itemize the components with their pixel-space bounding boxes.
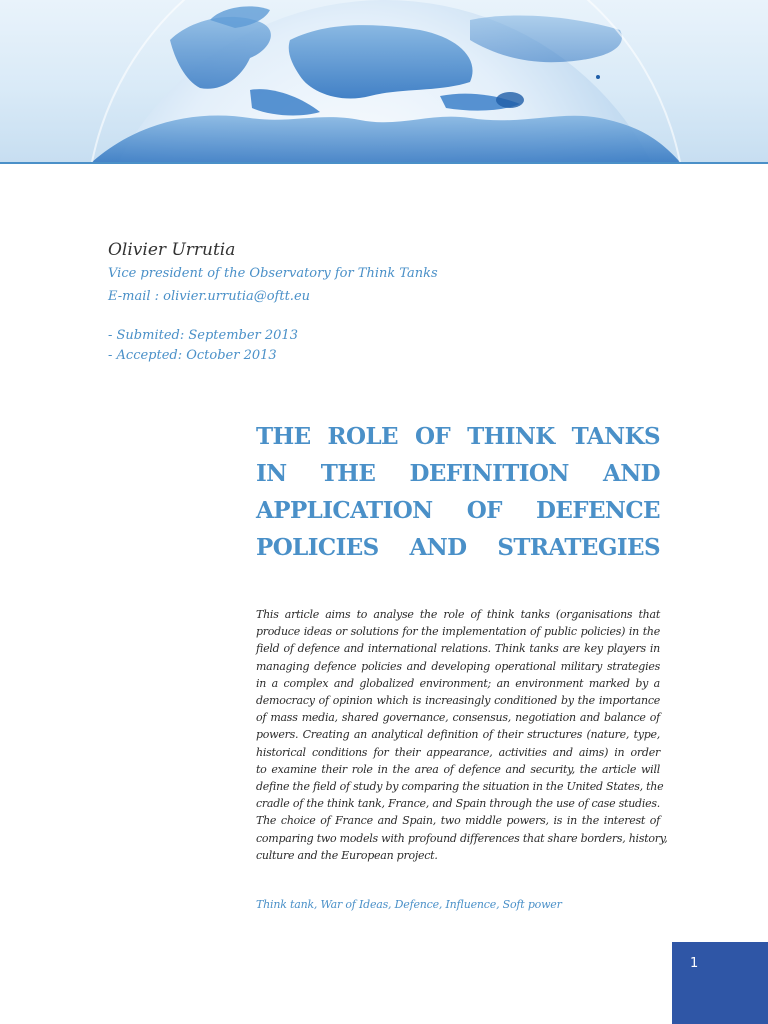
abstract-line: historical conditions for their appearance, activities and aims) in order (256, 745, 660, 759)
abstract-line: produce ideas or solutions for the implementation of public policies) in the (256, 625, 660, 639)
title-line: IN THE DEFINITION AND (256, 460, 660, 487)
abstract (256, 606, 668, 864)
abstract-line: The choice of France and Spain, two middle powers, is in the interest of (256, 814, 660, 828)
accepted-date: - Accepted: October 2013 (108, 348, 277, 363)
article-title (256, 418, 660, 566)
abstract-line: This article aims to analyse the role of think tanks (organisations that (256, 608, 660, 621)
abstract-line: managing defence policies and developing operational military strategies (256, 659, 660, 673)
abstract-line: comparing two models with profound differences that share borders, history, (256, 831, 668, 845)
author-position: Vice president of the Observatory for Think Tanks (108, 266, 438, 281)
author-email[interactable]: E-mail : olivier.urrutia@oftt.eu (108, 289, 311, 304)
abstract-line: culture and the European project. (256, 848, 438, 862)
submitted-date: - Submited: September 2013 (108, 328, 298, 343)
author-name: Olivier Urrutia (108, 240, 236, 260)
title-line: APPLICATION OF DEFENCE (256, 497, 660, 524)
globe-icon (0, 0, 768, 162)
abstract-line: of mass media, shared governance, consensus, negotiation and balance of (256, 711, 660, 725)
title-line: POLICIES AND STRATEGIES (256, 534, 660, 561)
abstract-line: in a complex and globalized environment; an environment marked by a (256, 676, 660, 690)
abstract-line: to examine their role in the area of defence and security, the article will (256, 762, 660, 776)
title-line: THE ROLE OF THINK TANKS (256, 423, 660, 450)
abstract-line: powers. Creating an analytical definition of their structures (nature, type, (256, 728, 660, 742)
page-number-box (672, 942, 768, 1024)
abstract-line: democracy of opinion which is increasingly conditioned by the importance (256, 694, 660, 708)
keywords: Think tank, War of Ideas, Defence, Influence, Soft power (256, 898, 562, 911)
abstract-line: cradle of the think tank, France, and Spain through the use of case studies. (256, 797, 660, 811)
page-number: 1 (690, 956, 699, 971)
abstract-line: define the field of study by comparing the situation in the United States, the (256, 780, 664, 794)
globe-banner (0, 0, 768, 164)
abstract-line: field of defence and international relations. Think tanks are key players in (256, 642, 660, 656)
